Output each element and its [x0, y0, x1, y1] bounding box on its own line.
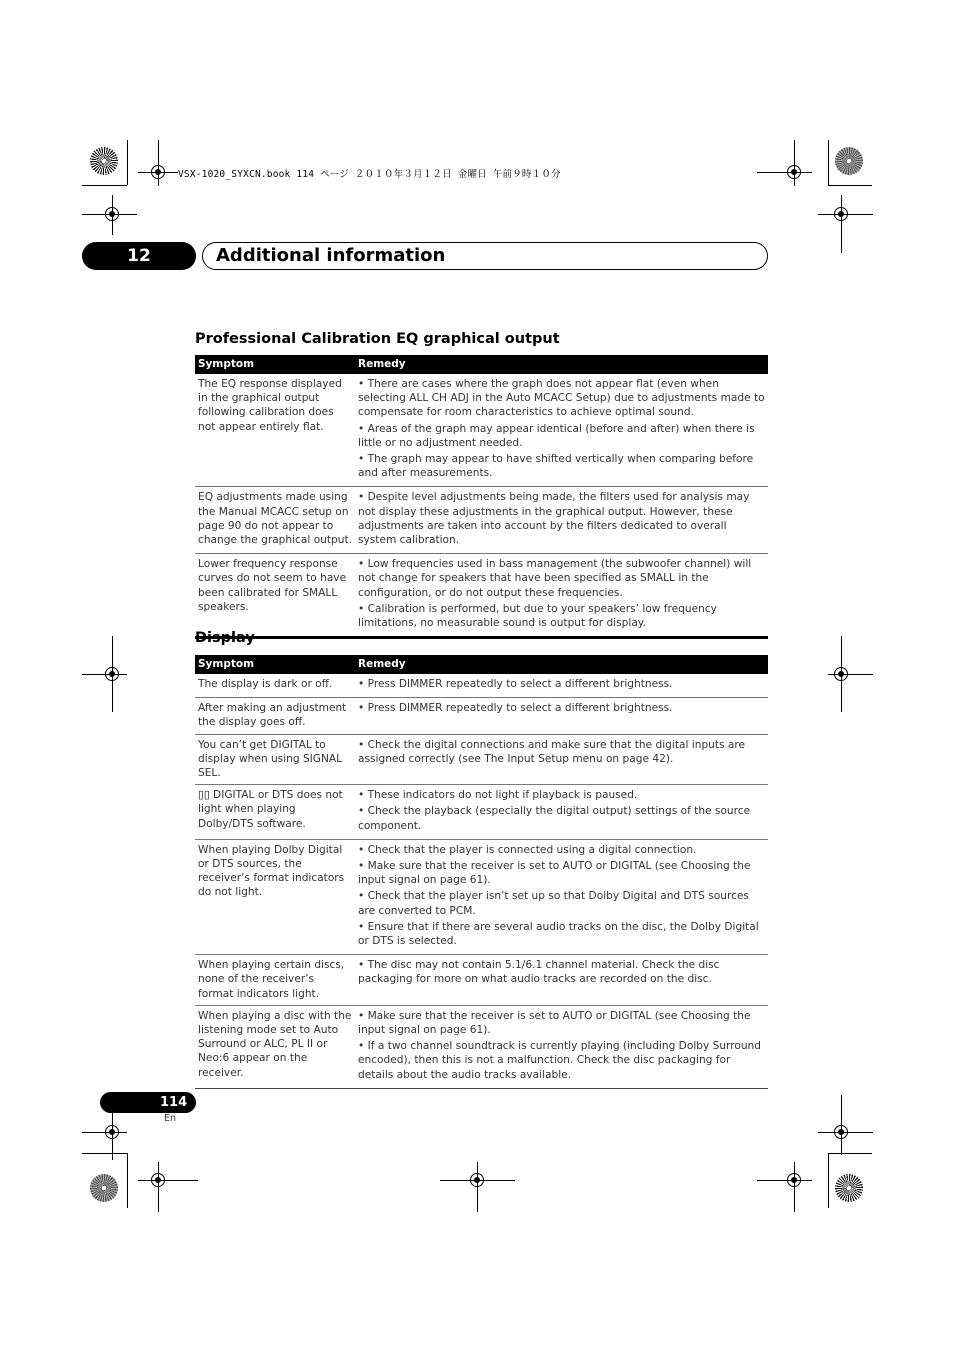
crop-mark [828, 140, 829, 185]
crop-mark [112, 195, 113, 235]
crop-mark [82, 1132, 127, 1133]
page-number: 114 [160, 1095, 188, 1110]
remedy-cell [355, 674, 768, 698]
crop-mark [82, 185, 127, 186]
table-row [195, 734, 768, 785]
remedy-item: • Check the digital connections and make sure that the digital inputs are assigned correctly (see The Input Setup menu on page 42). [358, 738, 746, 765]
table-row [195, 955, 768, 1006]
remedy-item: • The disc may not contain 5.1/6.1 channel material. Check the disc packaging for more on what audio tracks are recorded on the disc. [358, 959, 720, 986]
symptom-cell [195, 785, 355, 840]
crop-mark [757, 1180, 812, 1181]
page-language: En [164, 1113, 177, 1124]
symptom-cell: When playing a disc with the listening mode set to Auto Surround or ALC, PL II or Neo:6 appear on the receiver. [195, 1005, 355, 1088]
remedy-item: • Calibration is performed, but due to your speakers’ low frequency limitations, no measurable sound is output for display. [358, 602, 717, 630]
crop-mark [82, 214, 137, 215]
column-header-symptom: Symptom [195, 655, 355, 674]
remedy-item: • The graph may appear to have shifted vertically when comparing before and after measurements. [358, 453, 754, 480]
table-row [195, 698, 768, 734]
table-header-row [195, 355, 768, 374]
registration-sunburst-top-left [90, 147, 118, 175]
symptom-cell: When playing certain discs, none of the receiver’s format indicators light. [195, 955, 355, 1006]
symptom-cell: Lower frequency response curves do not seem to have been calibrated for SMALL speakers. [195, 554, 355, 638]
remedy-item: • Check the playback (especially the digital output) settings of the source component. [358, 805, 751, 832]
remedy-cell [355, 487, 768, 554]
remedy-cell [355, 839, 768, 954]
crop-mark [841, 1095, 842, 1155]
table-row [195, 839, 768, 954]
column-header-remedy: Remedy [355, 355, 768, 374]
crop-mark [112, 1110, 113, 1160]
crop-mark [158, 140, 159, 186]
table-row [195, 374, 768, 487]
crop-mark [828, 1153, 829, 1208]
remedy-item: • There are cases where the graph does not appear flat (even when selecting ALL CH ADJ in the Auto MCACC Setup) due to adjustments made to compensate for room characteristics to achieve optimal sound. [358, 378, 765, 419]
remedy-item: • Ensure that if there are several audio tracks on the disc, the Dolby Digital or DTS is selected. [358, 920, 759, 948]
crop-mark [138, 1180, 198, 1181]
table-row [195, 1005, 768, 1088]
symptom-cell: After making an adjustment the display goes off. [195, 698, 355, 734]
eq-troubleshooting-table [195, 355, 768, 639]
symptom-text: DIGITAL or DTS does not light when playing Dolby/DTS software. [198, 789, 343, 830]
remedy-cell [355, 698, 768, 734]
column-header-remedy: Remedy [355, 655, 768, 674]
table-header-row [195, 655, 768, 674]
symptom-cell: You can’t get DIGITAL to display when using SIGNAL SEL. [195, 734, 355, 785]
remedy-item: • Press DIMMER repeatedly to select a different brightness. [358, 702, 673, 715]
remedy-cell [355, 785, 768, 840]
table-row [195, 674, 768, 698]
file-header: VSX-1020_SYXCN.book 114 ページ ２０１０年３月１２日 金曜日 午前９時１０分 [178, 169, 561, 180]
registration-sunburst-bottom-right [835, 1174, 863, 1202]
section-title-eq: Professional Calibration EQ graphical output [195, 331, 560, 347]
crop-mark [82, 1153, 127, 1154]
crop-mark [828, 1153, 872, 1154]
remedy-item: • Check that the player is connected using a digital connection. [358, 843, 697, 856]
remedy-item: • Make sure that the receiver is set to AUTO or DIGITAL (see Choosing the input signal on page 61). [358, 860, 751, 887]
crop-mark [828, 185, 872, 186]
column-header-symptom: Symptom [195, 355, 355, 374]
symptom-cell: When playing Dolby Digital or DTS sources, the receiver’s format indicators do not light. [195, 839, 355, 954]
table-row [195, 487, 768, 554]
crop-mark [127, 1153, 128, 1208]
table-row [195, 785, 768, 840]
display-troubleshooting-table [195, 655, 768, 1089]
symptom-cell: The display is dark or off. [195, 674, 355, 698]
crop-mark [818, 1132, 873, 1133]
remedy-item: • Check that the player isn’t set up so that Dolby Digital and DTS sources are converted to PCM. [358, 890, 749, 917]
remedy-cell [355, 1005, 768, 1088]
crop-mark [82, 674, 127, 675]
remedy-item: • Low frequencies used in bass management (the subwoofer channel) will not change for speakers that have been specified as SMALL in the configuration, or do not output these frequencies. [358, 558, 752, 599]
symptom-cell: EQ adjustments made using the Manual MCACC setup on page 90 do not appear to change the graphical output. [195, 487, 355, 554]
crop-mark [477, 1162, 478, 1212]
symptom-cell: The EQ response displayed in the graphical output following calibration does not appear entirely flat. [195, 374, 355, 487]
crop-mark [841, 195, 842, 253]
crop-mark [818, 214, 873, 215]
remedy-item: • Make sure that the receiver is set to AUTO or DIGITAL (see Choosing the input signal on page 61). [358, 1009, 751, 1037]
remedy-cell [355, 554, 768, 638]
remedy-item: • If a two channel soundtrack is currently playing (including Dolby Surround encoded), then this is not a malfunction. Check the disc packaging for details about the audio tracks available. [358, 1040, 761, 1081]
crop-mark [158, 1162, 159, 1212]
remedy-item: • Areas of the graph may appear identical (before and after) when there is little or no adjustment needed. [358, 422, 755, 449]
crop-mark [127, 140, 128, 185]
crop-mark [112, 636, 113, 712]
remedy-item: • Despite level adjustments being made, the filters used for analysis may not display these adjustments in the graphical output. However, these adjustments are taken into account by the filters dedicated to overall system calibration. [358, 491, 750, 547]
remedy-cell [355, 955, 768, 1006]
crop-mark [841, 636, 842, 712]
section-title-display: Display [195, 630, 255, 646]
crop-mark [794, 140, 795, 186]
registration-sunburst-top-right [835, 147, 863, 175]
remedy-item: • Press DIMMER repeatedly to select a different brightness. [358, 678, 673, 690]
chapter-number: 12 [82, 242, 196, 270]
table-row [195, 554, 768, 638]
remedy-cell [355, 374, 768, 487]
registration-sunburst-bottom-left [90, 1174, 118, 1202]
dolby-dd-icon: ▯▯ [198, 789, 210, 802]
crop-mark [757, 172, 812, 173]
chapter-title: Additional information [216, 245, 446, 266]
crop-mark [794, 1162, 795, 1212]
crop-mark [828, 674, 873, 675]
remedy-item: • These indicators do not light if playback is paused. [358, 789, 638, 802]
remedy-cell [355, 734, 768, 785]
